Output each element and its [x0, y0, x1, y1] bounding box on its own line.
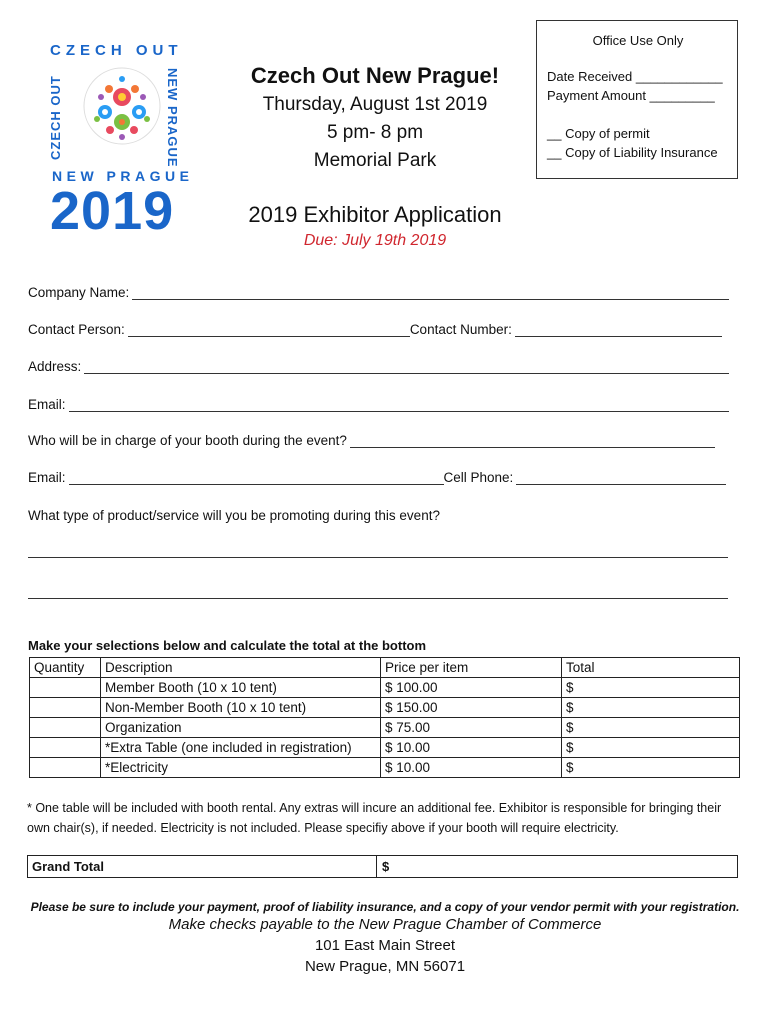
description-cell: Non-Member Booth (10 x 10 tent) [101, 698, 381, 718]
contact-person-label: Contact Person: [28, 322, 125, 337]
cell-phone-field[interactable] [516, 470, 726, 485]
table-footnote: * One table will be included with booth rental. Any extras will incure an additional fee. Exhibitor is responsible for bringing their own chair(s), if needed. Electricity is not included. Please specifiy above if your booth will require electricity. [27, 801, 722, 835]
permit-checkline: __ Copy of permit [547, 126, 650, 141]
price-cell: $ 75.00 [381, 718, 562, 738]
application-title: 2019 Exhibitor Application [248, 202, 502, 227]
description-cell: Member Booth (10 x 10 tent) [101, 678, 381, 698]
price-cell: $ 150.00 [381, 698, 562, 718]
header-description: Description [101, 658, 381, 678]
contact-number-field[interactable] [515, 322, 722, 337]
date-received-field: Date Received ____________ [547, 69, 723, 84]
product-question-row [28, 508, 440, 523]
contact-number-label: Contact Number: [409, 322, 512, 337]
grand-total-label: Grand Total [32, 859, 104, 874]
company-name-field[interactable] [132, 285, 729, 300]
table-row [30, 678, 740, 698]
company-name-label: Company Name: [28, 285, 130, 300]
table-row [30, 738, 740, 758]
selections-title: Make your selections below and calculate the total at the bottom [28, 638, 427, 653]
total-cell[interactable]: $ [562, 758, 740, 778]
email-cell-row [28, 470, 726, 485]
logo-right-text: NEW PRAGUE [165, 68, 180, 168]
product-answer-line-1[interactable] [28, 557, 728, 558]
table-row [30, 758, 740, 778]
quantity-cell[interactable] [30, 718, 101, 738]
event-title: Czech Out New Prague! [250, 63, 500, 88]
folk-flower-emblem [83, 67, 161, 145]
product-question-label: What type of product/service will you be promoting during this event? [28, 508, 440, 523]
header-price: Price per item [381, 658, 562, 678]
insurance-checkline: __ Copy of Liability Insurance [547, 145, 718, 160]
company-name-row [28, 285, 729, 300]
logo-year: 2019 [50, 181, 175, 241]
header-total: Total [562, 658, 740, 678]
office-use-title: Office Use Only [592, 33, 684, 48]
total-cell[interactable]: $ [562, 678, 740, 698]
grand-total-divider [376, 856, 377, 877]
email2-label: Email: [28, 470, 66, 485]
logo-top-text: CZECH OUT [50, 42, 183, 59]
total-cell[interactable]: $ [562, 738, 740, 758]
checks-payable: Make checks payable to the New Prague Chamber of Commerce [168, 916, 602, 933]
contact-person-field[interactable] [128, 322, 410, 337]
quantity-cell[interactable] [30, 758, 101, 778]
table-row [30, 698, 740, 718]
description-cell: *Electricity [101, 758, 381, 778]
selections-table [29, 657, 740, 778]
total-cell[interactable]: $ [562, 698, 740, 718]
total-cell[interactable]: $ [562, 718, 740, 738]
quantity-cell[interactable] [30, 738, 101, 758]
address-street: 101 East Main Street [314, 937, 456, 954]
grand-total-box [27, 855, 738, 878]
booth-charge-label: Who will be in charge of your booth during the event? [28, 433, 347, 448]
due-date: Due: July 19th 2019 [303, 232, 447, 249]
event-time: 5 pm- 8 pm [326, 122, 424, 143]
email2-field[interactable] [69, 470, 444, 485]
table-row [30, 718, 740, 738]
address-field[interactable] [84, 359, 729, 374]
table-header-row [30, 658, 740, 678]
price-cell: $ 10.00 [381, 738, 562, 758]
logo-left-text: CZECH OUT [48, 75, 63, 160]
price-cell: $ 100.00 [381, 678, 562, 698]
address-label: Address: [28, 359, 82, 374]
description-cell: *Extra Table (one included in registration) [101, 738, 381, 758]
header-quantity: Quantity [30, 658, 101, 678]
price-cell: $ 10.00 [381, 758, 562, 778]
email-label: Email: [28, 397, 66, 412]
event-date: Thursday, August 1st 2019 [262, 94, 488, 115]
contact-row [28, 322, 722, 337]
email-field[interactable] [69, 397, 729, 412]
address-row [28, 359, 729, 374]
payment-amount-field: Payment Amount _________ [547, 88, 715, 103]
booth-charge-row [28, 433, 715, 448]
product-answer-line-2[interactable] [28, 598, 728, 599]
address-city: New Prague, MN 56071 [304, 958, 466, 975]
cell-phone-label: Cell Phone: [443, 470, 514, 485]
logo-bottom-text: NEW PRAGUE [52, 168, 194, 184]
email-row [28, 397, 729, 412]
quantity-cell[interactable] [30, 698, 101, 718]
payment-instruction: Please be sure to include your payment, proof of liability insurance, and a copy of your vendor permit with your registration. [30, 900, 740, 914]
grand-total-field[interactable]: $ [382, 859, 390, 874]
description-cell: Organization [101, 718, 381, 738]
event-location: Memorial Park [313, 150, 437, 171]
office-use-box [536, 20, 738, 179]
booth-charge-field[interactable] [350, 433, 715, 448]
quantity-cell[interactable] [30, 678, 101, 698]
